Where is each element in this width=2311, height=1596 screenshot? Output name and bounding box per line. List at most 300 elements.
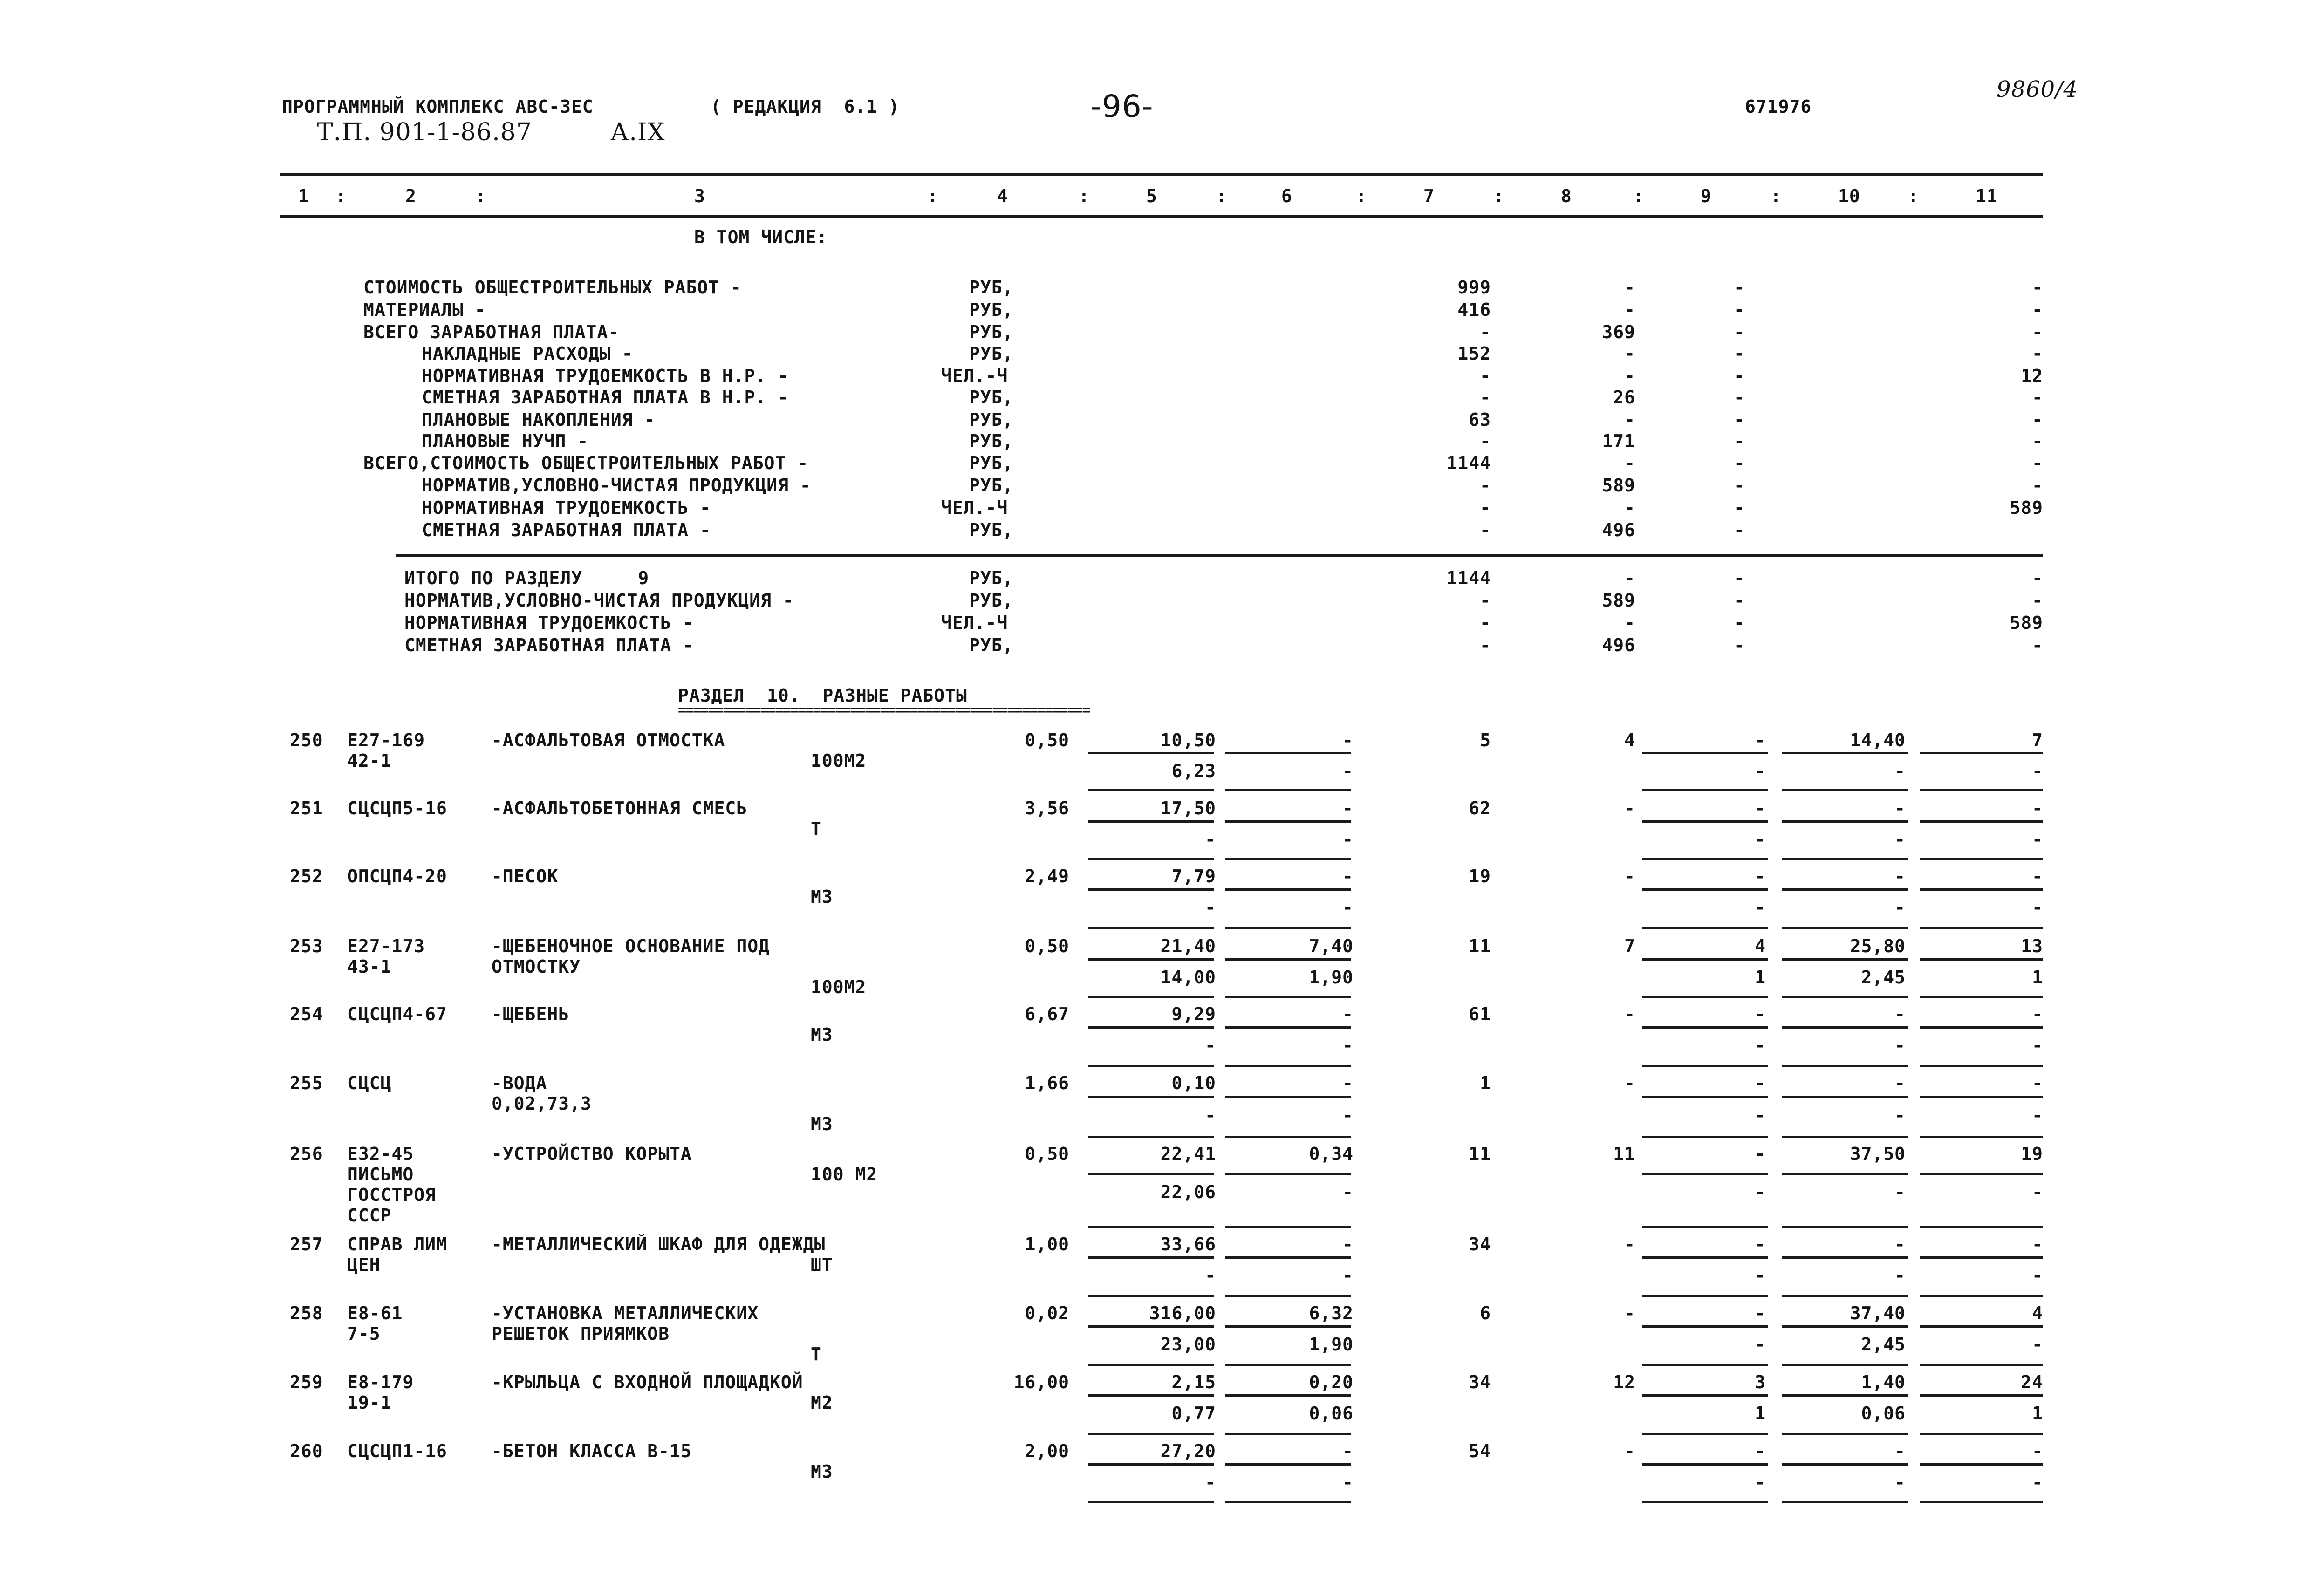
item-name: -АСФАЛЬТОВАЯ ОТМОСТКА bbox=[492, 730, 725, 750]
column-separator: : bbox=[1356, 186, 1367, 206]
summary-col11: - bbox=[2032, 387, 2043, 408]
item-code: ЦЕН bbox=[347, 1255, 381, 1275]
summary-unit: РУБ, bbox=[969, 475, 1014, 496]
summary-label: ПЛАНОВЫЕ НУЧП - bbox=[422, 431, 589, 451]
value-divider bbox=[1920, 958, 2043, 961]
value-divider bbox=[1642, 1136, 1768, 1138]
document-code: 671976 bbox=[1745, 96, 1812, 117]
summary-col11: - bbox=[2032, 343, 2043, 364]
summary-unit: РУБ, bbox=[969, 453, 1014, 473]
value-divider bbox=[1782, 752, 1908, 754]
item-col10-wages: - bbox=[1894, 1035, 1906, 1056]
total-col9: - bbox=[1734, 568, 1745, 588]
summary-col8: - bbox=[1624, 300, 1635, 320]
price-divider bbox=[1088, 927, 1214, 929]
item-quantity: 2,49 bbox=[1025, 866, 1069, 887]
value-divider bbox=[1642, 1173, 1768, 1175]
total-col8: 496 bbox=[1602, 635, 1635, 655]
item-unit-price: 0,10 bbox=[1171, 1073, 1216, 1093]
value-divider bbox=[1920, 888, 2043, 891]
value-divider bbox=[1920, 752, 2043, 754]
item-number: 251 bbox=[290, 798, 323, 818]
item-col7: 62 bbox=[1469, 798, 1491, 818]
column-number-7: 7 bbox=[1423, 186, 1435, 206]
item-code: 42-1 bbox=[347, 750, 392, 771]
summary-col8: - bbox=[1624, 498, 1635, 518]
value-divider bbox=[1920, 1226, 2043, 1228]
project-code: Т.П. 901-1-86.87 bbox=[317, 118, 532, 146]
price-divider bbox=[1225, 1394, 1351, 1397]
value-divider bbox=[1642, 996, 1768, 998]
item-code: Е27-169 bbox=[347, 730, 425, 750]
item-col11: 4 bbox=[2032, 1303, 2043, 1323]
summary-col7: - bbox=[1480, 520, 1491, 540]
price-divider bbox=[1088, 1096, 1214, 1098]
item-machine-wages: 0,06 bbox=[1309, 1403, 1354, 1424]
price-divider bbox=[1088, 820, 1214, 823]
summary-col9: - bbox=[1734, 277, 1745, 298]
item-name: -ЩЕБЕНЬ bbox=[492, 1004, 570, 1024]
total-col11: - bbox=[2032, 590, 2043, 611]
column-separator: : bbox=[475, 186, 486, 206]
summary-col11: 589 bbox=[2010, 498, 2043, 518]
summary-col9: - bbox=[1734, 409, 1745, 430]
value-divider bbox=[1642, 1325, 1768, 1328]
value-divider bbox=[1920, 1501, 2043, 1503]
total-unit: РУБ, bbox=[969, 635, 1014, 655]
item-col10: - bbox=[1894, 1004, 1906, 1024]
item-col9: - bbox=[1755, 730, 1766, 750]
item-col7: 61 bbox=[1469, 1004, 1491, 1024]
total-unit: РУБ, bbox=[969, 568, 1014, 588]
item-unit-price: 21,40 bbox=[1160, 936, 1216, 956]
item-unit-price-wages: 14,00 bbox=[1160, 967, 1216, 988]
total-unit: РУБ, bbox=[969, 590, 1014, 611]
item-unit: 100М2 bbox=[811, 977, 867, 997]
item-col11: - bbox=[2032, 798, 2043, 818]
total-label: СМЕТНАЯ ЗАРАБОТНАЯ ПЛАТА - bbox=[404, 635, 694, 655]
price-divider bbox=[1225, 789, 1351, 791]
value-divider bbox=[1920, 789, 2043, 791]
item-machine-price: - bbox=[1342, 1073, 1354, 1093]
total-col7: 1144 bbox=[1446, 568, 1491, 588]
item-quantity: 16,00 bbox=[1013, 1372, 1069, 1392]
column-number-1: 1 bbox=[298, 186, 309, 206]
item-name: РЕШЕТОК ПРИЯМКОВ bbox=[492, 1323, 670, 1344]
item-col9: - bbox=[1755, 866, 1766, 887]
item-col9-wages: - bbox=[1755, 1265, 1766, 1286]
total-label: НОРМАТИВ,УСЛОВНО-ЧИСТАЯ ПРОДУКЦИЯ - bbox=[404, 590, 794, 611]
item-machine-wages: 1,90 bbox=[1309, 967, 1354, 988]
item-col7: 34 bbox=[1469, 1234, 1491, 1255]
value-divider bbox=[1782, 996, 1908, 998]
item-col9-wages: 1 bbox=[1755, 967, 1766, 988]
value-divider bbox=[1920, 1433, 2043, 1435]
item-col11: 13 bbox=[2021, 936, 2043, 956]
item-code: Е8-179 bbox=[347, 1372, 414, 1392]
value-divider bbox=[1642, 1295, 1768, 1297]
value-divider bbox=[1782, 1026, 1908, 1029]
item-col10: - bbox=[1894, 1234, 1906, 1255]
item-name: -ВОДА bbox=[492, 1073, 547, 1093]
item-unit: М3 bbox=[811, 887, 833, 907]
item-number: 260 bbox=[290, 1441, 323, 1461]
item-col10: 37,50 bbox=[1850, 1144, 1906, 1164]
summary-label: ВСЕГО,СТОИМОСТЬ ОБЩЕСТРОИТЕЛЬНЫХ РАБОТ - bbox=[363, 453, 809, 473]
total-col8: - bbox=[1624, 613, 1635, 633]
price-divider bbox=[1088, 1394, 1214, 1397]
item-unit-price-wages: - bbox=[1205, 897, 1216, 918]
total-col8: 589 bbox=[1602, 590, 1635, 611]
program-name: ПРОГРАММНЫЙ КОМПЛЕКС АВС-ЗЕС bbox=[282, 96, 594, 117]
item-unit-price: 33,66 bbox=[1160, 1234, 1216, 1255]
item-unit-price: 316,00 bbox=[1149, 1303, 1216, 1323]
item-machine-wages: 1,90 bbox=[1309, 1334, 1354, 1355]
value-divider bbox=[1782, 1096, 1908, 1098]
value-divider bbox=[1782, 858, 1908, 860]
item-unit: 100 М2 bbox=[811, 1164, 878, 1185]
item-machine-wages: - bbox=[1342, 1105, 1354, 1125]
item-name: -УСТРОЙСТВО КОРЫТА bbox=[492, 1144, 692, 1164]
value-divider bbox=[1920, 1463, 2043, 1466]
value-divider bbox=[1642, 820, 1768, 823]
item-col10-wages: 2,45 bbox=[1861, 1334, 1906, 1355]
item-machine-wages: - bbox=[1342, 1472, 1354, 1493]
item-code: Е32-45 bbox=[347, 1144, 414, 1164]
column-separator: : bbox=[1908, 186, 1919, 206]
item-machine-price: 0,34 bbox=[1309, 1144, 1354, 1164]
value-divider bbox=[1642, 958, 1768, 961]
item-col11-wages: - bbox=[2032, 1182, 2043, 1202]
value-divider bbox=[1920, 1325, 2043, 1328]
item-col11: 19 bbox=[2021, 1144, 2043, 1164]
summary-col7: - bbox=[1480, 431, 1491, 451]
item-machine-price: - bbox=[1342, 1004, 1354, 1024]
item-col11-wages: - bbox=[2032, 829, 2043, 850]
value-divider bbox=[1920, 996, 2043, 998]
item-code: СЦСЦП5-16 bbox=[347, 798, 447, 818]
summary-col7: 416 bbox=[1457, 300, 1491, 320]
value-divider bbox=[1642, 1501, 1768, 1503]
item-name: ОТМОСТКУ bbox=[492, 956, 581, 977]
item-unit: Т bbox=[811, 818, 822, 839]
value-divider bbox=[1782, 1295, 1908, 1297]
item-name: -КРЫЛЬЦА С ВХОДНОЙ ПЛОЩАДКОЙ bbox=[492, 1372, 803, 1392]
value-divider bbox=[1920, 1256, 2043, 1259]
summary-col8: - bbox=[1624, 277, 1635, 298]
value-divider bbox=[1642, 1433, 1768, 1435]
item-col9-wages: - bbox=[1755, 1035, 1766, 1056]
summary-label: СМЕТНАЯ ЗАРАБОТНАЯ ПЛАТА - bbox=[422, 520, 711, 540]
summary-col7: - bbox=[1480, 387, 1491, 408]
item-col7: 5 bbox=[1480, 730, 1491, 750]
value-divider bbox=[1782, 1433, 1908, 1435]
item-col8: 12 bbox=[1613, 1372, 1635, 1392]
item-col7: 11 bbox=[1469, 1144, 1491, 1164]
item-machine-price: - bbox=[1342, 1234, 1354, 1255]
price-divider bbox=[1225, 1096, 1351, 1098]
summary-caption: В ТОМ ЧИСЛЕ: bbox=[694, 227, 828, 247]
column-number-11: 11 bbox=[1976, 186, 1998, 206]
column-separator: : bbox=[1493, 186, 1504, 206]
value-divider bbox=[1920, 1364, 2043, 1366]
summary-col8: 369 bbox=[1602, 322, 1635, 342]
summary-col9: - bbox=[1734, 366, 1745, 386]
price-divider bbox=[1225, 996, 1351, 998]
item-code: ОПСЦП4-20 bbox=[347, 866, 447, 887]
summary-col11: - bbox=[2032, 277, 2043, 298]
summary-unit: РУБ, bbox=[969, 431, 1014, 451]
item-col8: 7 bbox=[1624, 936, 1635, 956]
summary-col11: 12 bbox=[2021, 366, 2043, 386]
item-col11-wages: - bbox=[2032, 1105, 2043, 1125]
item-name: 0,02,73,3 bbox=[492, 1093, 592, 1114]
value-divider bbox=[1782, 1173, 1908, 1175]
column-number-5: 5 bbox=[1146, 186, 1157, 206]
item-col7: 34 bbox=[1469, 1372, 1491, 1392]
price-divider bbox=[1088, 1433, 1214, 1435]
item-col11: 24 bbox=[2021, 1372, 2043, 1392]
total-col7: - bbox=[1480, 590, 1491, 611]
summary-label: НАКЛАДНЫЕ РАСХОДЫ - bbox=[422, 343, 633, 364]
summary-unit: РУБ, bbox=[969, 520, 1014, 540]
value-divider bbox=[1920, 1394, 2043, 1397]
summary-unit: ЧЕЛ.-Ч bbox=[941, 366, 1008, 386]
item-col8: - bbox=[1624, 798, 1635, 818]
price-divider bbox=[1225, 1226, 1351, 1228]
total-col9: - bbox=[1734, 613, 1745, 633]
item-name: -МЕТАЛЛИЧЕСКИЙ ШКАФ ДЛЯ ОДЕЖДЫ bbox=[492, 1234, 826, 1255]
summary-unit: РУБ, bbox=[969, 409, 1014, 430]
item-col8: - bbox=[1624, 1234, 1635, 1255]
item-col7: 1 bbox=[1480, 1073, 1491, 1093]
value-divider bbox=[1642, 858, 1768, 860]
item-quantity: 0,50 bbox=[1025, 730, 1069, 750]
item-col10-wages: 0,06 bbox=[1861, 1403, 1906, 1424]
album-code: А.IX bbox=[610, 118, 665, 146]
page-number: -96- bbox=[1090, 89, 1154, 124]
value-divider bbox=[1642, 789, 1768, 791]
value-divider bbox=[1920, 1173, 2043, 1175]
item-machine-price: - bbox=[1342, 730, 1354, 750]
item-code: 7-5 bbox=[347, 1323, 381, 1344]
item-name: -ПЕСОК bbox=[492, 866, 559, 887]
item-col8: - bbox=[1624, 1441, 1635, 1461]
item-col10-wages: 2,45 bbox=[1861, 967, 1906, 988]
item-unit-price-wages: 0,77 bbox=[1171, 1403, 1216, 1424]
total-col8: - bbox=[1624, 568, 1635, 588]
price-divider bbox=[1225, 820, 1351, 823]
item-col9-wages: - bbox=[1755, 1182, 1766, 1202]
price-divider bbox=[1088, 858, 1214, 860]
item-col9: - bbox=[1755, 1441, 1766, 1461]
total-col11: 589 bbox=[2010, 613, 2043, 633]
summary-col9: - bbox=[1734, 300, 1745, 320]
summary-unit: РУБ, bbox=[969, 343, 1014, 364]
summary-col7: - bbox=[1480, 322, 1491, 342]
price-divider bbox=[1088, 752, 1214, 754]
summary-label: СТОИМОСТЬ ОБЩЕСТРОИТЕЛЬНЫХ РАБОТ - bbox=[363, 277, 742, 298]
summary-label: НОРМАТИВНАЯ ТРУДОЕМКОСТЬ - bbox=[422, 498, 711, 518]
item-unit-price-wages: - bbox=[1205, 1472, 1216, 1493]
item-col9-wages: - bbox=[1755, 829, 1766, 850]
item-col11-wages: - bbox=[2032, 1265, 2043, 1286]
summary-col7: 999 bbox=[1457, 277, 1491, 298]
item-col10-wages: - bbox=[1894, 897, 1906, 918]
summary-col9: - bbox=[1734, 387, 1745, 408]
price-divider bbox=[1088, 1065, 1214, 1067]
summary-label: НОРМАТИВНАЯ ТРУДОЕМКОСТЬ В Н.Р. - bbox=[422, 366, 789, 386]
item-col10-wages: - bbox=[1894, 1182, 1906, 1202]
price-divider bbox=[1225, 1256, 1351, 1259]
price-divider bbox=[1225, 1065, 1351, 1067]
total-col11: - bbox=[2032, 568, 2043, 588]
edition-label: ( РЕДАКЦИЯ 6.1 ) bbox=[711, 96, 900, 117]
value-divider bbox=[1782, 1226, 1908, 1228]
value-divider bbox=[1920, 858, 2043, 860]
item-unit-price-wages: 6,23 bbox=[1171, 761, 1216, 781]
item-col11-wages: - bbox=[2032, 897, 2043, 918]
summary-unit: РУБ, bbox=[969, 387, 1014, 408]
item-col10: - bbox=[1894, 866, 1906, 887]
value-divider bbox=[1782, 789, 1908, 791]
item-unit: 100М2 bbox=[811, 750, 867, 771]
summary-col9: - bbox=[1734, 498, 1745, 518]
item-code: ГОССТРОЯ bbox=[347, 1185, 437, 1205]
item-unit-price: 17,50 bbox=[1160, 798, 1216, 818]
item-col10-wages: - bbox=[1894, 761, 1906, 781]
item-machine-wages: - bbox=[1342, 1035, 1354, 1056]
item-quantity: 0,02 bbox=[1025, 1303, 1069, 1323]
item-col10: 14,40 bbox=[1850, 730, 1906, 750]
summary-col7: 152 bbox=[1457, 343, 1491, 364]
price-divider bbox=[1225, 1501, 1351, 1503]
summary-col7: 1144 bbox=[1446, 453, 1491, 473]
value-divider bbox=[1642, 1394, 1768, 1397]
item-unit-price-wages: - bbox=[1205, 829, 1216, 850]
item-col8: - bbox=[1624, 866, 1635, 887]
item-quantity: 1,00 bbox=[1025, 1234, 1069, 1255]
price-divider bbox=[1088, 1501, 1214, 1503]
item-machine-price: 6,32 bbox=[1309, 1303, 1354, 1323]
total-col7: - bbox=[1480, 635, 1491, 655]
item-machine-price: 0,20 bbox=[1309, 1372, 1354, 1392]
item-col11: - bbox=[2032, 1004, 2043, 1024]
value-divider bbox=[1642, 1026, 1768, 1029]
item-col9-wages: - bbox=[1755, 897, 1766, 918]
price-divider bbox=[1225, 1325, 1351, 1328]
item-col10: 1,40 bbox=[1861, 1372, 1906, 1392]
price-divider bbox=[1225, 752, 1351, 754]
item-col9-wages: - bbox=[1755, 1472, 1766, 1493]
item-col9-wages: 1 bbox=[1755, 1403, 1766, 1424]
item-code: Е27-173 bbox=[347, 936, 425, 956]
value-divider bbox=[1782, 1136, 1908, 1138]
value-divider bbox=[1920, 1026, 2043, 1029]
value-divider bbox=[1642, 1065, 1768, 1067]
price-divider bbox=[1088, 1026, 1214, 1029]
item-col10-wages: - bbox=[1894, 1472, 1906, 1493]
value-divider bbox=[1642, 1364, 1768, 1366]
value-divider bbox=[1782, 1463, 1908, 1466]
summary-col8: 496 bbox=[1602, 520, 1635, 540]
summary-col8: - bbox=[1624, 343, 1635, 364]
price-divider bbox=[1225, 1295, 1351, 1297]
item-code: ПИСЬМО bbox=[347, 1164, 414, 1185]
item-quantity: 3,56 bbox=[1025, 798, 1069, 818]
value-divider bbox=[1782, 958, 1908, 961]
item-unit: ШТ bbox=[811, 1255, 833, 1275]
summary-col11: - bbox=[2032, 431, 2043, 451]
summary-col7: - bbox=[1480, 475, 1491, 496]
item-col9-wages: - bbox=[1755, 761, 1766, 781]
item-col11-wages: 1 bbox=[2032, 1403, 2043, 1424]
item-machine-wages: - bbox=[1342, 1265, 1354, 1286]
value-divider bbox=[1642, 1226, 1768, 1228]
item-number: 259 bbox=[290, 1372, 323, 1392]
value-divider bbox=[1782, 927, 1908, 929]
value-divider bbox=[1782, 888, 1908, 891]
column-number-4: 4 bbox=[997, 186, 1008, 206]
value-divider bbox=[1642, 927, 1768, 929]
item-machine-price: - bbox=[1342, 866, 1354, 887]
table-top-rule bbox=[280, 173, 2043, 176]
item-quantity: 0,50 bbox=[1025, 1144, 1069, 1164]
item-name: -ЩЕБЕНОЧНОЕ ОСНОВАНИЕ ПОД bbox=[492, 936, 770, 956]
total-col9: - bbox=[1734, 635, 1745, 655]
value-divider bbox=[1782, 1065, 1908, 1067]
item-col10: - bbox=[1894, 1441, 1906, 1461]
value-divider bbox=[1920, 1295, 2043, 1297]
column-number-2: 2 bbox=[405, 186, 417, 206]
summary-divider bbox=[396, 554, 2043, 557]
item-machine-price: 7,40 bbox=[1309, 936, 1354, 956]
summary-col8: 26 bbox=[1613, 387, 1635, 408]
item-col8: - bbox=[1624, 1303, 1635, 1323]
summary-col11: - bbox=[2032, 475, 2043, 496]
column-number-8: 8 bbox=[1561, 186, 1572, 206]
summary-label: МАТЕРИАЛЫ - bbox=[363, 300, 486, 320]
item-col9: - bbox=[1755, 1073, 1766, 1093]
summary-col8: 171 bbox=[1602, 431, 1635, 451]
column-separator: : bbox=[335, 186, 347, 206]
item-col11: - bbox=[2032, 1073, 2043, 1093]
item-col11: 7 bbox=[2032, 730, 2043, 750]
price-divider bbox=[1088, 1173, 1214, 1175]
item-code: 19-1 bbox=[347, 1392, 392, 1413]
item-col9: 3 bbox=[1755, 1372, 1766, 1392]
item-machine-price: - bbox=[1342, 1441, 1354, 1461]
item-number: 258 bbox=[290, 1303, 323, 1323]
item-unit: М3 bbox=[811, 1114, 833, 1134]
item-code: СЦСЦ bbox=[347, 1073, 392, 1093]
summary-unit: РУБ, bbox=[969, 300, 1014, 320]
summary-label: НОРМАТИВ,УСЛОВНО-ЧИСТАЯ ПРОДУКЦИЯ - bbox=[422, 475, 811, 496]
item-unit-price: 2,15 bbox=[1171, 1372, 1216, 1392]
item-code: Е8-61 bbox=[347, 1303, 403, 1323]
summary-unit: РУБ, bbox=[969, 322, 1014, 342]
item-col8: - bbox=[1624, 1073, 1635, 1093]
summary-col7: - bbox=[1480, 366, 1491, 386]
value-divider bbox=[1920, 1136, 2043, 1138]
price-divider bbox=[1088, 1295, 1214, 1297]
item-unit-price-wages: 22,06 bbox=[1160, 1182, 1216, 1202]
summary-col9: - bbox=[1734, 453, 1745, 473]
item-col10: - bbox=[1894, 798, 1906, 818]
item-col9: - bbox=[1755, 1144, 1766, 1164]
total-unit: ЧЕЛ.-Ч bbox=[941, 613, 1008, 633]
price-divider bbox=[1088, 789, 1214, 791]
